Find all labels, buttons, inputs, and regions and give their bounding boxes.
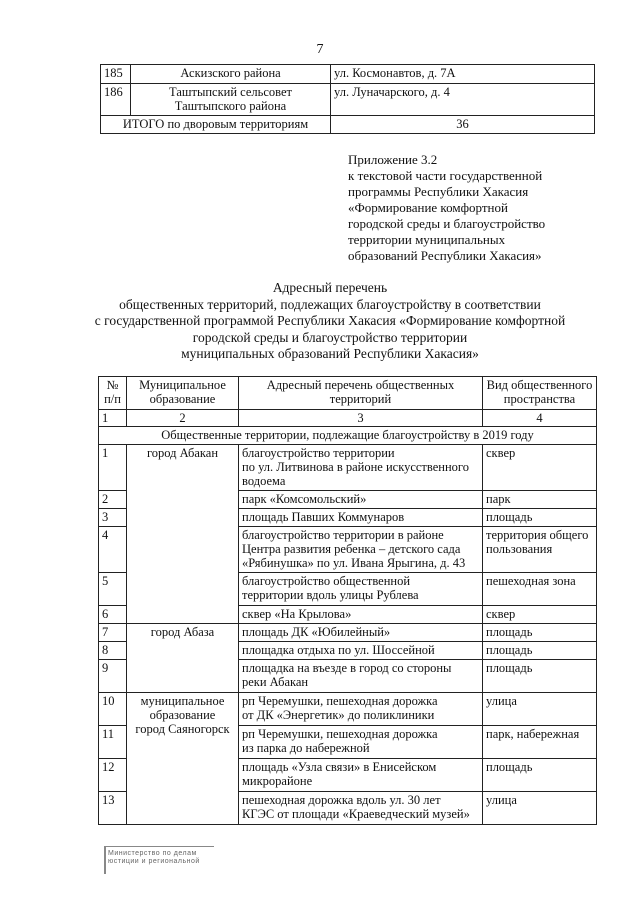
row-number: 10 bbox=[99, 693, 127, 726]
row-number: 5 bbox=[99, 573, 127, 606]
table-row bbox=[101, 65, 595, 84]
type-line: улица bbox=[486, 694, 517, 708]
stamp-line-text: юстиции и региональной bbox=[108, 858, 200, 865]
address-line: по ул. Литвинова в районе искусственного bbox=[242, 460, 469, 474]
address-line: «Рябинушка» по ул. Ивана Ярыгина, д. 43 bbox=[242, 556, 466, 570]
address-cell bbox=[239, 726, 483, 759]
type-line: территория общего bbox=[486, 528, 589, 542]
heading-line: с государственной программой Республики Хакасия «Формирование комфортной bbox=[94, 313, 566, 328]
type-cell bbox=[483, 509, 597, 527]
row-number: 11 bbox=[99, 726, 127, 759]
section-title: Общественные территории, подлежащие благоустройству в 2019 году bbox=[99, 427, 597, 445]
municipality-cell bbox=[127, 445, 239, 624]
address-line: реки Абакан bbox=[242, 675, 309, 689]
column-number: 2 bbox=[127, 410, 239, 427]
type-cell bbox=[483, 726, 597, 759]
column-number: 3 bbox=[239, 410, 483, 427]
header-line: пространства bbox=[503, 392, 576, 406]
address-cell bbox=[239, 642, 483, 660]
column-number-row bbox=[99, 410, 597, 427]
type-cell bbox=[483, 792, 597, 825]
address-line: благоустройство территории bbox=[242, 446, 395, 460]
header-type bbox=[483, 377, 597, 410]
type-line: площадь bbox=[486, 661, 533, 675]
address-line: площадь «Узла связи» в Енисейском bbox=[242, 760, 437, 774]
municipality-line: муниципальное bbox=[140, 694, 225, 708]
type-line: парк, набережная bbox=[486, 727, 580, 741]
address-cell: ул. Космонавтов, д. 7А bbox=[331, 65, 595, 84]
type-line: сквер bbox=[486, 607, 516, 621]
header-address bbox=[239, 377, 483, 410]
address-line: КГЭС от площади «Краеведческий музей» bbox=[242, 807, 470, 821]
address-cell bbox=[239, 573, 483, 606]
table-row bbox=[99, 624, 597, 642]
column-number: 1 bbox=[99, 410, 127, 427]
type-line: пользования bbox=[486, 542, 553, 556]
document-heading bbox=[60, 280, 600, 363]
heading-line: Адресный перечень bbox=[272, 280, 388, 295]
row-number: 2 bbox=[99, 491, 127, 509]
heading-line: муниципальных образований Республики Хакасия» bbox=[181, 346, 479, 361]
type-cell bbox=[483, 527, 597, 573]
address-line: площадь Павших Коммунаров bbox=[242, 510, 405, 524]
address-line: микрорайоне bbox=[242, 774, 313, 788]
appendix-line: городской среды и благоустройство bbox=[348, 216, 546, 231]
main-table bbox=[98, 376, 597, 825]
address-line: рп Черемушки, пешеходная дорожка bbox=[242, 727, 438, 741]
header-line: Адресный перечень общественных bbox=[266, 378, 455, 392]
stamp-border bbox=[104, 846, 214, 847]
address-line: благоустройство общественной bbox=[242, 574, 411, 588]
appendix-line: территории муниципальных bbox=[348, 232, 506, 247]
address-cell bbox=[239, 624, 483, 642]
stamp-line-text: Министерство по делам bbox=[108, 850, 197, 857]
row-number: 3 bbox=[99, 509, 127, 527]
table-row bbox=[101, 84, 595, 116]
type-cell bbox=[483, 445, 597, 491]
header-line: территорий bbox=[329, 392, 392, 406]
row-number: 8 bbox=[99, 642, 127, 660]
municipality-line: Таштыпский сельсовет bbox=[169, 85, 292, 99]
appendix-note bbox=[348, 152, 588, 264]
appendix-line: «Формирование комфортной bbox=[348, 200, 508, 215]
address-cell bbox=[239, 759, 483, 792]
municipality-cell bbox=[127, 693, 239, 825]
appendix-line: образований Республики Хакасия» bbox=[348, 248, 542, 263]
heading-line: общественных территорий, подлежащих благоустройству в соответствии bbox=[119, 296, 541, 312]
municipality-line: образование bbox=[149, 708, 216, 722]
total-row bbox=[101, 116, 595, 134]
table-row bbox=[99, 693, 597, 726]
type-cell bbox=[483, 624, 597, 642]
type-cell bbox=[483, 491, 597, 509]
top-table bbox=[100, 64, 595, 134]
row-number: 6 bbox=[99, 606, 127, 624]
address-line: парк «Комсомольский» bbox=[242, 492, 367, 506]
address-line: водоема bbox=[242, 474, 286, 488]
municipality-cell bbox=[127, 624, 239, 693]
type-line: пешеходная зона bbox=[486, 574, 576, 588]
header-municipality bbox=[127, 377, 239, 410]
type-cell bbox=[483, 759, 597, 792]
type-line: площадь bbox=[486, 625, 533, 639]
header-line: Муниципальное bbox=[139, 378, 226, 392]
municipality-cell bbox=[131, 84, 331, 116]
address-cell bbox=[239, 693, 483, 726]
header-row bbox=[99, 377, 597, 410]
type-cell bbox=[483, 642, 597, 660]
appendix-line: программы Республики Хакасия bbox=[348, 184, 529, 199]
row-number: 1 bbox=[99, 445, 127, 491]
municipality-line: город Абаза bbox=[150, 625, 215, 639]
address-line: пешеходная дорожка вдоль ул. 30 лет bbox=[242, 793, 441, 807]
stamp-border bbox=[104, 846, 106, 874]
address-line: из парка до набережной bbox=[242, 741, 370, 755]
row-number: 186 bbox=[101, 84, 131, 116]
municipality-line: город Абакан bbox=[146, 446, 219, 460]
row-number: 13 bbox=[99, 792, 127, 825]
total-value: 36 bbox=[331, 116, 595, 134]
address-cell bbox=[239, 660, 483, 693]
type-line: площадь bbox=[486, 760, 533, 774]
header-line: № bbox=[106, 378, 119, 392]
row-number: 185 bbox=[101, 65, 131, 84]
table-row bbox=[99, 445, 597, 491]
row-number: 9 bbox=[99, 660, 127, 693]
row-number: 7 bbox=[99, 624, 127, 642]
header-line: п/п bbox=[104, 392, 121, 406]
address-line: благоустройство территории в районе bbox=[242, 528, 444, 542]
type-line: парк bbox=[486, 492, 511, 506]
address-line: площадь ДК «Юбилейный» bbox=[242, 625, 391, 639]
appendix-line: к текстовой части государственной bbox=[348, 168, 543, 183]
heading-line: городской среды и благоустройство территории bbox=[192, 329, 468, 345]
municipality-cell: Аскизского района bbox=[131, 65, 331, 84]
address-line: территории вдоль улицы Рублева bbox=[242, 588, 419, 602]
address-cell bbox=[239, 509, 483, 527]
address-cell bbox=[239, 606, 483, 624]
type-cell bbox=[483, 660, 597, 693]
column-number: 4 bbox=[483, 410, 597, 427]
type-line: площадь bbox=[486, 510, 533, 524]
address-line: сквер «На Крылова» bbox=[242, 607, 352, 621]
municipality-line: Таштыпского района bbox=[174, 99, 287, 113]
type-cell bbox=[483, 606, 597, 624]
type-line: сквер bbox=[486, 446, 516, 460]
municipality-line: город Саяногорск bbox=[135, 722, 230, 736]
address-line: площадка на въезде в город со стороны bbox=[242, 661, 452, 675]
page-number: 7 bbox=[316, 42, 324, 57]
total-label: ИТОГО по дворовым территориям bbox=[101, 116, 331, 134]
address-line: рп Черемушки, пешеходная дорожка bbox=[242, 694, 438, 708]
header-line: Вид общественного bbox=[486, 378, 593, 392]
address-line: от ДК «Энергетик» до поликлиники bbox=[242, 708, 435, 722]
header-line: образование bbox=[149, 392, 216, 406]
section-row bbox=[99, 427, 597, 445]
address-line: Центра развития ребенка – детского сада bbox=[242, 542, 461, 556]
type-line: площадь bbox=[486, 643, 533, 657]
appendix-line: Приложение 3.2 bbox=[348, 152, 438, 167]
row-number: 4 bbox=[99, 527, 127, 573]
address-cell: ул. Луначарского, д. 4 bbox=[331, 84, 595, 116]
address-line: площадка отдыха по ул. Шоссейной bbox=[242, 643, 435, 657]
address-cell bbox=[239, 527, 483, 573]
address-cell bbox=[239, 445, 483, 491]
address-cell bbox=[239, 792, 483, 825]
row-number: 12 bbox=[99, 759, 127, 792]
type-cell bbox=[483, 693, 597, 726]
address-cell bbox=[239, 491, 483, 509]
header-num bbox=[99, 377, 127, 410]
type-line: улица bbox=[486, 793, 517, 807]
type-cell bbox=[483, 573, 597, 606]
registration-stamp bbox=[108, 850, 200, 866]
